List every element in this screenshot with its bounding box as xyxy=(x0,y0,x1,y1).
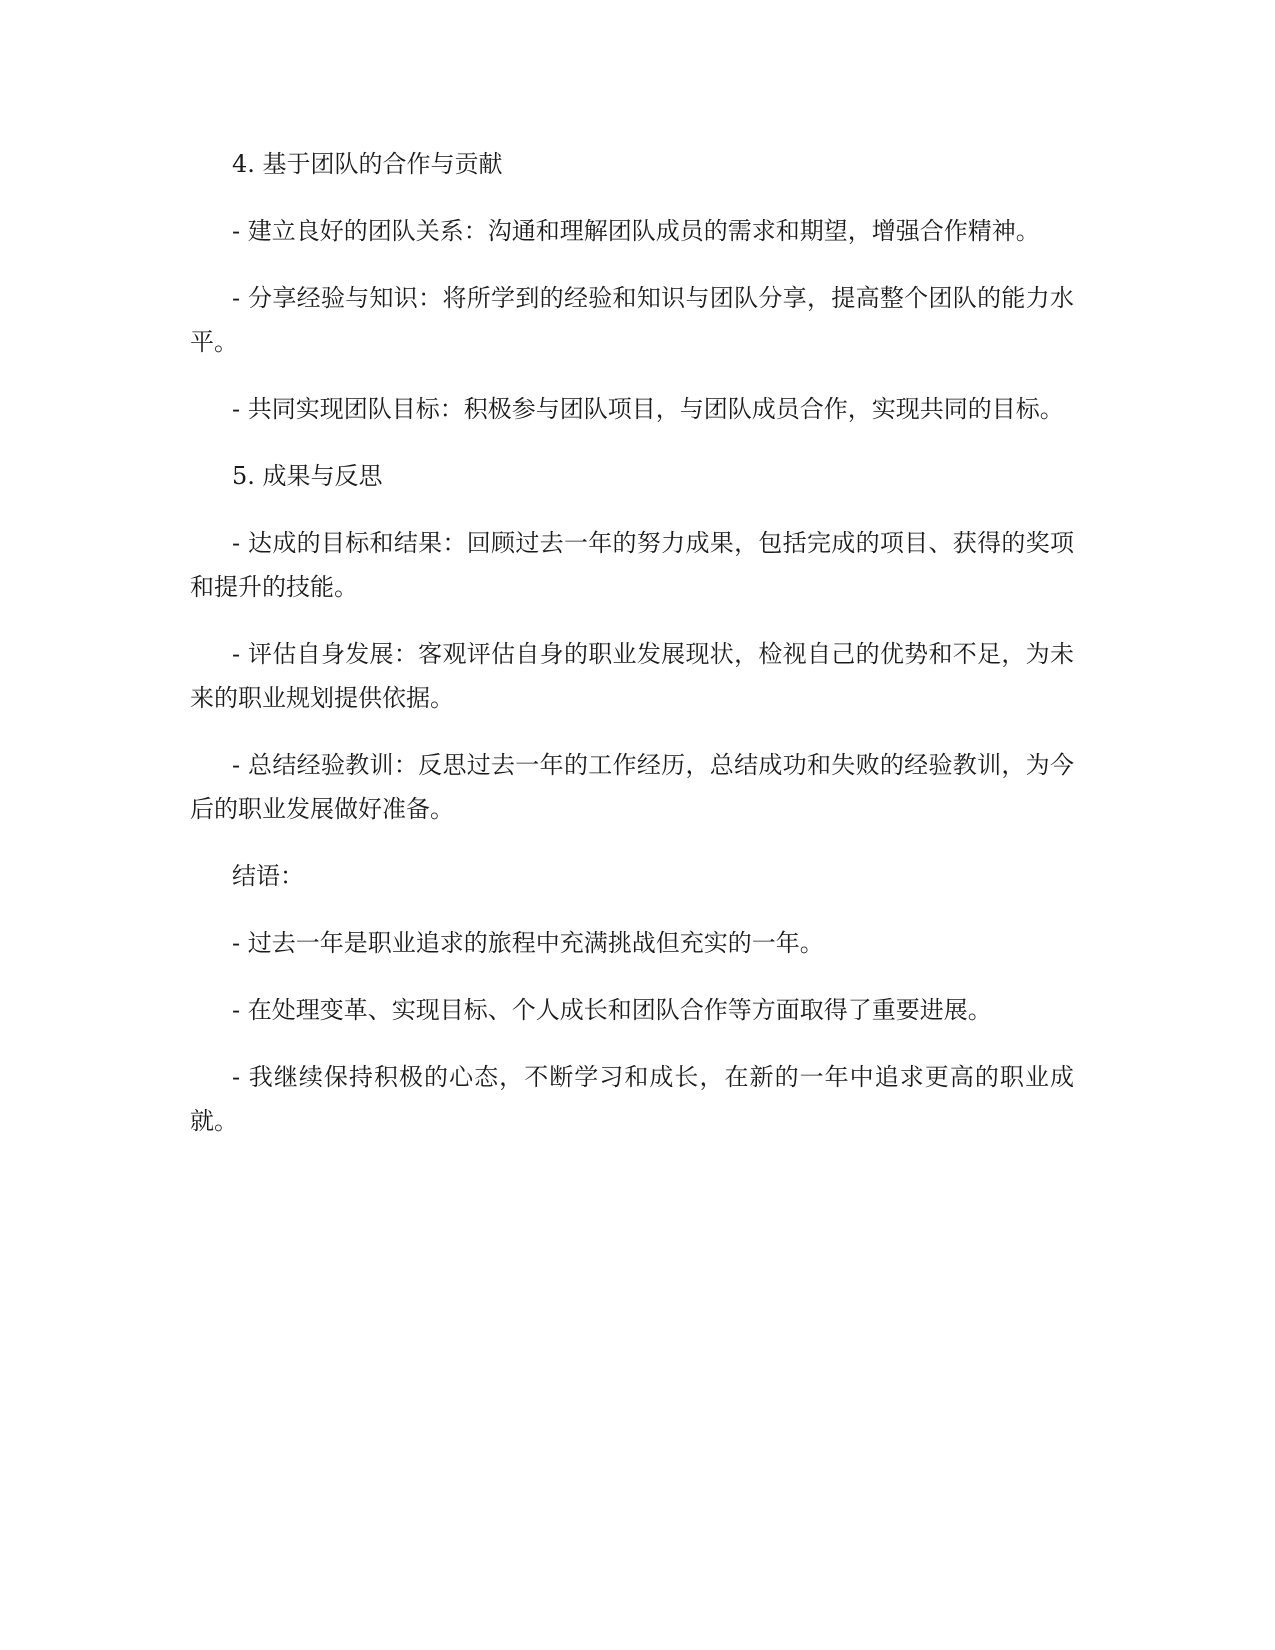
section-heading-team-cooperation: 4. 基于团队的合作与贡献 xyxy=(232,150,503,178)
bullet-challenging-year: - 过去一年是职业追求的旅程中充满挑战但充实的一年。 xyxy=(232,929,824,957)
bullet-share-knowledge: - 分享经验与知识：将所学到的经验和知识与团队分享，提高整个团队的能力水平。 xyxy=(190,284,1074,356)
section-heading-conclusion: 结语： xyxy=(232,862,304,890)
bullet-self-assessment: - 评估自身发展：客观评估自身的职业发展现状，检视自己的优势和不足，为未来的职业规划提供依据。 xyxy=(190,640,1074,712)
section-heading-results-reflection: 5. 成果与反思 xyxy=(232,462,383,490)
bullet-positive-mindset: - 我继续保持积极的心态，不断学习和成长，在新的一年中追求更高的职业成就。 xyxy=(190,1063,1074,1135)
document-body xyxy=(190,142,1074,1166)
bullet-progress: - 在处理变革、实现目标、个人成长和团队合作等方面取得了重要进展。 xyxy=(232,996,992,1024)
bullet-team-relationship: - 建立良好的团队关系：沟通和理解团队成员的需求和期望，增强合作精神。 xyxy=(232,217,1040,245)
bullet-lessons-learned: - 总结经验教训：反思过去一年的工作经历，总结成功和失败的经验教训，为今后的职业发展做好准备。 xyxy=(190,751,1074,823)
bullet-team-goals: - 共同实现团队目标：积极参与团队项目，与团队成员合作，实现共同的目标。 xyxy=(232,395,1064,423)
bullet-achieved-goals: - 达成的目标和结果：回顾过去一年的努力成果，包括完成的项目、获得的奖项和提升的技能。 xyxy=(190,529,1074,601)
